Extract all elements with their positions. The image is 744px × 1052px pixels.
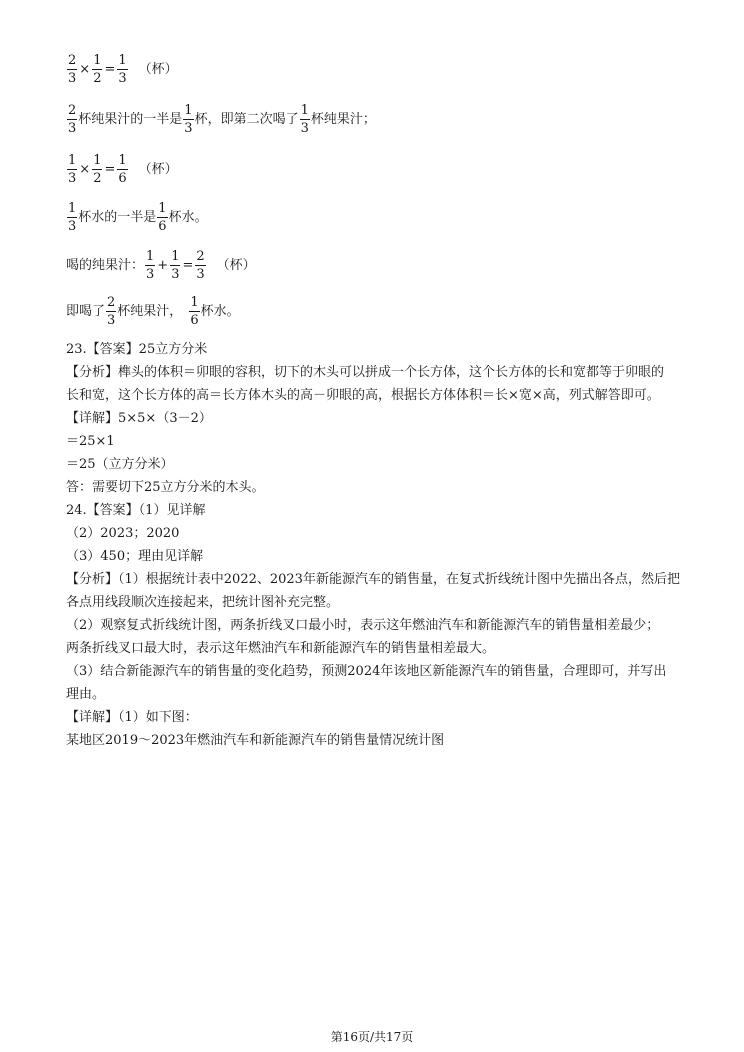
fraction: $\frac{2}{3}$ (68, 53, 77, 86)
q24-analysis-1-cont: 各点用线段顺次连接起来，把统计图补充完整。 (66, 595, 340, 610)
fraction: $\frac{1}{2}$ (93, 153, 102, 186)
q23-analysis: 【分析】榫头的体积＝卯眼的容积，切下的木头可以拼成一个长方体，这个长方体的长和宽都等于卯眼的 (66, 365, 665, 380)
q24-analysis-2-cont: 两条折线叉口最大时，表示这年燃油汽车和新能源汽车的销售量相差最大。 (66, 641, 496, 656)
chart-title: 某地区2019～2023年燃油汽车和新能源汽车的销售量情况统计图 (66, 733, 445, 748)
q23-answer: 23.【答案】25立方分米 (66, 342, 208, 357)
fraction: $\frac{2}{3}$ (68, 103, 77, 136)
q24-analysis-3: （3）结合新能源汽车的销售量的变化趋势，预测2024年该地区新能源汽车的销售量，合理即可，并写出 (66, 664, 667, 679)
q23-analysis-cont: 长和宽，这个长方体的高＝长方体木头的高－卯眼的高，根据长方体体积＝长×宽×高，列式解答即可。 (66, 388, 660, 403)
q23-step: ＝25×1 (66, 434, 115, 449)
q24-answer-3: （3）450；理由见详解 (66, 549, 204, 564)
equation-line-5: 喝的纯果汁： $\frac{1}{3}$ + $\frac{1}{3}$ = $\frac{2}{3}$ （杯） (66, 249, 256, 282)
text-line-6: 即喝了 $\frac{2}{3}$ 杯纯果汁， $\frac{1}{6}$ 杯水。 (66, 295, 240, 328)
fraction: $\frac{1}{2}$ (93, 53, 102, 86)
fraction: $\frac{1}{3}$ (68, 153, 77, 186)
fraction: $\frac{2}{3}$ (107, 295, 116, 328)
q23-step: ＝25（立方分米） (66, 457, 174, 472)
fraction: $\frac{1}{3}$ (300, 103, 309, 136)
page-footer: 第16页/共17页 (330, 1030, 414, 1044)
q23-reply: 答：需要切下25立方分米的木头。 (66, 480, 265, 495)
q24-analysis-1: 【分析】（1）根据统计表中2022、2023年新能源汽车的销售量，在复式折线统计图中先描出各点，然后把 (66, 572, 680, 587)
equation-line-1: $\frac{2}{3}$ × $\frac{1}{2}$ = $\frac{1}{3}$ （杯） (68, 53, 178, 86)
fraction: $\frac{1}{3}$ (171, 249, 180, 282)
q24-answer-2: （2）2023；2020 (66, 526, 180, 541)
answer-text-block (66, 338, 681, 752)
fraction: $\frac{2}{3}$ (196, 249, 205, 282)
q24-analysis-3-cont: 理由。 (66, 687, 106, 702)
q24-detail: 【详解】（1）如下图： (66, 710, 198, 725)
q23-detail: 【详解】5×5×（3－2） (66, 411, 212, 426)
fraction: $\frac{1}{6}$ (190, 295, 199, 328)
text-line-4: $\frac{1}{3}$ 杯水的一半是 $\frac{1}{6}$ 杯水。 (68, 201, 208, 234)
text-line-2: $\frac{2}{3}$ 杯纯果汁的一半是 $\frac{1}{3}$ 杯，即第二次喝了 $\frac{1}{3}$ 杯纯果汁； (68, 103, 376, 136)
fraction: $\frac{1}{3}$ (184, 103, 193, 136)
q24-answer: 24.【答案】（1）见详解 (66, 503, 206, 518)
q24-analysis-2: （2）观察复式折线统计图，两条折线叉口最小时，表示这年燃油汽车和新能源汽车的销售量相差最少； (66, 618, 660, 633)
fraction: $\frac{1}{3}$ (118, 53, 127, 86)
fraction: $\frac{1}{3}$ (68, 201, 77, 234)
fraction: $\frac{1}{6}$ (158, 201, 167, 234)
fraction: $\frac{1}{3}$ (146, 249, 155, 282)
fraction: $\frac{1}{6}$ (118, 153, 127, 186)
equation-line-3: $\frac{1}{3}$ × $\frac{1}{2}$ = $\frac{1}{6}$ （杯） (68, 153, 178, 186)
